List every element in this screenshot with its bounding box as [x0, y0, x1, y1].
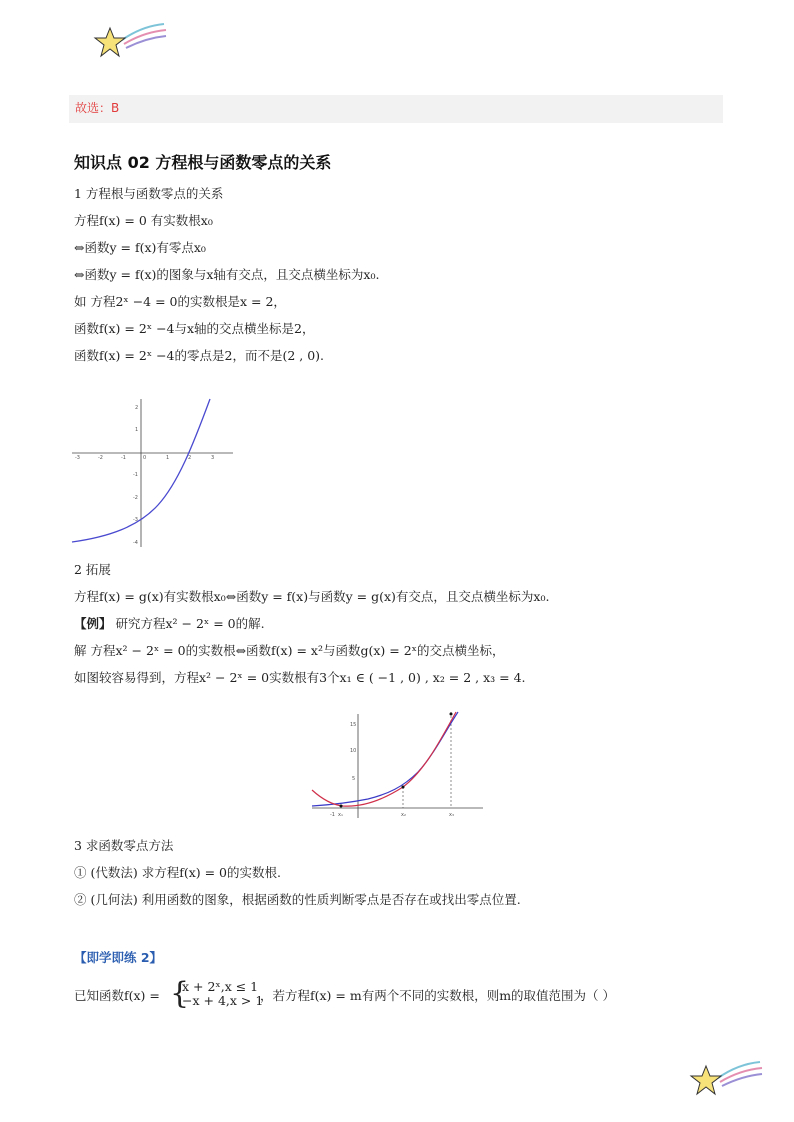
intersection-point: [340, 805, 343, 808]
intersection-point: [402, 786, 405, 789]
section1-line: 如 方程2ˣ −4 = 0的实数根是x = 2，: [74, 294, 286, 309]
method-item: ② (几何法) 利用函数的图象，根据函数的性质判断零点是否存在或找出零点位置.: [74, 892, 521, 907]
x-label: x₂: [401, 812, 406, 818]
star-decoration-icon: [688, 1056, 768, 1106]
y-tick: 10: [350, 748, 357, 754]
exp-curve: [312, 712, 458, 806]
x-tick: 2: [188, 455, 192, 461]
x-tick: 3: [211, 455, 215, 461]
section2-title: 2 拓展: [74, 562, 111, 577]
y-tick: -3: [133, 517, 138, 523]
example-text: 研究方程x² − 2ˣ = 0的解.: [115, 616, 265, 631]
answer-text: 故选：B: [75, 101, 120, 115]
graph-exponential: [68, 395, 238, 550]
section3-title: 3 求函数零点方法: [74, 838, 174, 853]
x-label: x₁: [338, 812, 343, 818]
y-tick: -1: [133, 472, 138, 478]
x-tick: 1: [166, 455, 170, 461]
x-tick: -2: [98, 455, 103, 461]
x-tick: 0: [143, 455, 147, 461]
answer-bar: [69, 95, 723, 123]
y-tick-labels: [133, 405, 138, 546]
parabola-curve: [312, 712, 456, 806]
y-tick: 5: [352, 776, 356, 782]
section1-line: ⇔函数y = f(x)有零点x₀: [74, 240, 206, 255]
x-label: x₃: [449, 812, 454, 818]
x-tick: -3: [75, 455, 80, 461]
example-label: 【例】: [74, 616, 112, 631]
piecewise-cases: [182, 980, 263, 1008]
y-tick: 15: [350, 722, 357, 728]
graph-intersection: [308, 710, 486, 822]
case-line: −x + 4,x > 1: [182, 993, 264, 1008]
y-tick: -4: [133, 540, 138, 546]
solution-line: 解 方程x² − 2ˣ = 0的实数根⇔函数f(x) = x²与函数g(x) = 2ˣ的交点横坐标，: [74, 643, 505, 658]
section1-line: 方程f(x) = 0 有实数根x₀: [74, 213, 213, 228]
x-tick-labels: [75, 455, 214, 461]
section1-line: 函数f(x) = 2ˣ −4的零点是2，而不是(2 , 0).: [74, 348, 325, 363]
intersection-point: [450, 713, 453, 716]
brace-icon: {: [170, 976, 190, 1011]
y-tick: -2: [133, 495, 138, 501]
x-label: -1: [330, 812, 335, 818]
section2-line: 方程f(x) = g(x)有实数根x₀⇔函数y = f(x)与函数y = g(x)有交点，且交点横坐标为x₀.: [74, 589, 550, 604]
star-decoration-icon: [92, 18, 172, 68]
method-item: ① (代数法) 求方程f(x) = 0的实数根.: [74, 865, 281, 880]
example-line: [74, 616, 265, 632]
solution-line: 如图较容易得到，方程x² − 2ˣ = 0实数根有3个x₁ ∈ ( −1 , 0) , x₂ = 2 , x₃ = 4.: [74, 670, 526, 685]
section1-line: ⇔函数y = f(x)的图象与x轴有交点，且交点横坐标为x₀.: [74, 267, 380, 282]
y-tick: 1: [135, 427, 139, 433]
practice-label: 【即学即练 2】: [74, 950, 163, 965]
practice-prefix: 已知函数f(x) =: [74, 988, 160, 1003]
y-tick: 2: [135, 405, 139, 411]
section-heading: 知识点 02 方程根与函数零点的关系: [74, 153, 332, 172]
section1-line: 函数f(x) = 2ˣ −4与x轴的交点横坐标是2，: [74, 321, 315, 336]
x-tick: -1: [121, 455, 126, 461]
section1-title: 1 方程根与函数零点的关系: [74, 186, 224, 201]
practice-suffix: ，若方程f(x) = m有两个不同的实数根，则m的取值范围为（ ）: [260, 988, 616, 1003]
case-line: x + 2ˣ,x ≤ 1: [182, 979, 259, 994]
